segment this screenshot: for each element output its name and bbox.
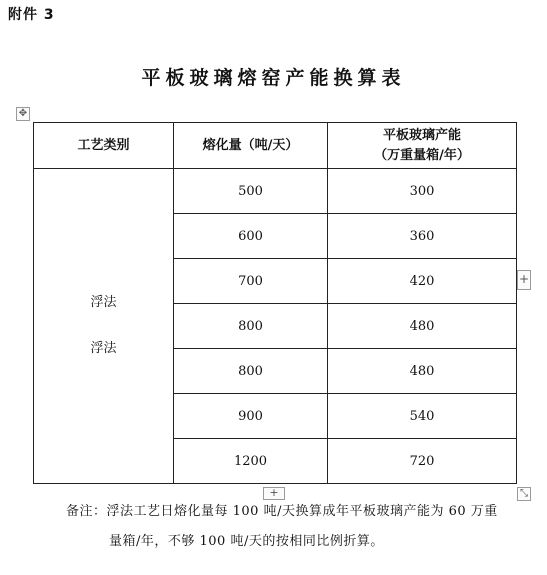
footnote <box>66 497 521 557</box>
header-glass-capacity-line2: （万重量箱/年） <box>374 147 470 163</box>
table-move-handle-icon[interactable]: ✥ <box>16 107 30 121</box>
process-type-line: 浮法 <box>90 295 117 310</box>
footnote-line2: 量箱/年，不够 100 吨/天的按相同比例折算。 <box>109 534 384 549</box>
header-melting-capacity: 熔化量（吨/天） <box>174 123 328 169</box>
header-process-type: 工艺类别 <box>34 123 174 169</box>
attachment-label: 附件 3 <box>8 7 55 23</box>
melt-cell: 1200 <box>174 439 328 484</box>
add-row-plus-icon[interactable]: + <box>263 487 285 500</box>
header-glass-capacity-line1: 平板玻璃产能 <box>382 127 461 143</box>
process-type-cell <box>34 169 174 484</box>
header-glass-capacity <box>328 123 517 169</box>
add-column-plus-icon[interactable]: + <box>517 270 531 290</box>
melt-cell: 900 <box>174 394 328 439</box>
melt-cell: 800 <box>174 304 328 349</box>
capacity-cell: 360 <box>328 214 517 259</box>
conversion-table <box>33 122 517 484</box>
capacity-cell: 480 <box>328 304 517 349</box>
capacity-cell: 300 <box>328 169 517 214</box>
capacity-cell: 720 <box>328 439 517 484</box>
melt-cell: 600 <box>174 214 328 259</box>
capacity-cell: 420 <box>328 259 517 304</box>
melt-cell: 800 <box>174 349 328 394</box>
capacity-cell: 540 <box>328 394 517 439</box>
footnote-line1: 备注：浮法工艺日熔化量每 100 吨/天换算成年平板玻璃产能为 60 万重 <box>66 504 498 519</box>
capacity-cell: 480 <box>328 349 517 394</box>
table-header-row <box>34 123 517 169</box>
process-type-line: 浮法 <box>90 341 117 356</box>
document-title: 平板玻璃熔窑产能换算表 <box>141 67 406 89</box>
table-resize-icon[interactable]: ⤡ <box>517 487 531 501</box>
melt-cell: 700 <box>174 259 328 304</box>
melt-cell: 500 <box>174 169 328 214</box>
table-row <box>34 169 517 214</box>
